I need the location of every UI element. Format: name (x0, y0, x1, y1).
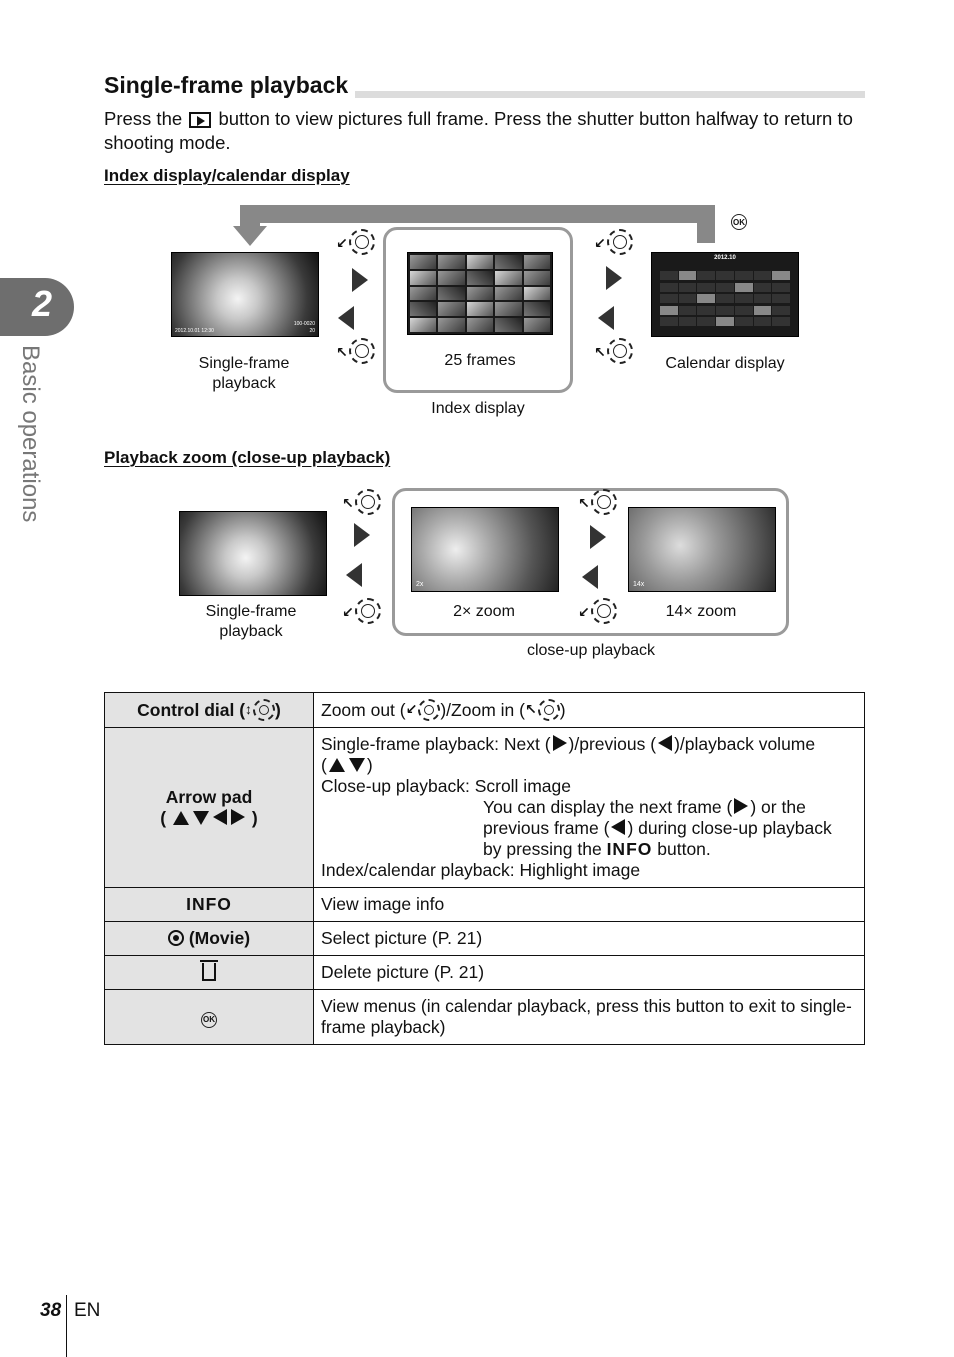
chapter-label: Basic operations (17, 345, 44, 523)
page-language: EN (74, 1300, 101, 1321)
right-arrow-icon (734, 798, 748, 814)
controls-table (104, 692, 865, 1045)
chapter-number: 2 (31, 283, 53, 324)
trash-icon (202, 963, 216, 981)
arrow-pad-key: Arrow pad ( ) (105, 728, 314, 888)
right-arrow-icon (553, 735, 567, 751)
frames-caption: 25 frames (444, 352, 516, 369)
left-arrow-icon (611, 819, 625, 835)
return-arrow-drop (697, 205, 715, 243)
dial-zoom-out-icon: ↙ (342, 598, 381, 624)
index-calendar-heading: Index display/calendar display (104, 166, 350, 185)
index-display-caption: Index display (431, 400, 525, 417)
arrow-left-icon (582, 565, 598, 589)
dial-icon (253, 699, 275, 721)
section-rule (355, 91, 865, 98)
up-arrow-icon (329, 758, 345, 772)
table-row (105, 990, 865, 1045)
dial-icon (538, 699, 560, 721)
dial-zoom-in-icon: ↖ (342, 489, 381, 515)
close-up-playback-caption: close-up playback (526, 642, 656, 659)
return-arrow-bar (250, 205, 715, 223)
control-dial-key: Control dial (↕ ) (105, 693, 314, 728)
intro-paragraph: Press the button to view pictures full frame. Press the shutter button halfway to return to shooting mode. (104, 108, 853, 153)
left-arrow-icon (658, 735, 672, 751)
dial-zoom-out-icon: ↙ (336, 229, 375, 255)
ok-button-icon: OK (731, 214, 747, 230)
footer-rule (66, 1295, 67, 1357)
calendar-screen (651, 252, 799, 337)
dial-icon (418, 699, 440, 721)
screen-date: 2012.10.01 12:30 (175, 328, 214, 334)
page-number: 38 (40, 1300, 62, 1321)
table-row (105, 922, 865, 956)
dial-zoom-in-icon: ↖ (336, 338, 375, 364)
dial-zoom-out-icon: ↙ (594, 229, 633, 255)
table-row (105, 888, 865, 922)
down-arrow-icon (349, 758, 365, 772)
arrow-left-icon (338, 306, 354, 330)
screen-file-number: 100-0020 (293, 321, 315, 327)
arrow-left-icon (346, 563, 362, 587)
control-dial-value: Zoom out (↙ )/Zoom in (↖ ) (314, 693, 865, 728)
info-key: INFO (105, 888, 314, 922)
down-arrow-icon (193, 811, 209, 825)
arrow-left-icon (598, 306, 614, 330)
delete-value: Delete picture (P. 21) (314, 956, 865, 990)
zoom-2x-badge: 2x (416, 581, 424, 588)
left-arrow-icon (213, 809, 227, 825)
right-arrow-icon (231, 809, 245, 825)
calendar-caption: Calendar display (665, 355, 785, 372)
single-frame-screen (171, 252, 319, 337)
ok-button-icon: OK (201, 1012, 217, 1028)
table-row (105, 956, 865, 990)
zoom-14x-screen (628, 507, 776, 592)
arrow-right-icon (352, 268, 368, 292)
up-arrow-icon (173, 811, 189, 825)
single-frame-screen-zoom (179, 511, 327, 596)
index-25-screen (407, 252, 553, 335)
playback-zoom-heading: Playback zoom (close-up playback) (104, 448, 391, 467)
arrow-right-icon (590, 525, 606, 549)
ok-key (105, 990, 314, 1045)
info-value: View image info (314, 888, 865, 922)
zoom-14x-caption: 14× zoom (665, 603, 737, 620)
section-title: Single-frame playback (104, 72, 349, 98)
movie-value: Select picture (P. 21) (314, 922, 865, 956)
single-frame-caption: Single-frame playback (198, 355, 290, 392)
table-row (105, 693, 865, 728)
movie-icon (168, 930, 184, 946)
zoom-14x-badge: 14x (633, 581, 645, 588)
table-row (105, 728, 865, 888)
calendar-month: 2012.10 (714, 255, 736, 261)
arrow-right-icon (354, 523, 370, 547)
zoom-2x-caption: 2× zoom (453, 603, 515, 620)
dial-zoom-out-icon: ↙ (578, 598, 617, 624)
return-arrow-head (233, 226, 267, 246)
playback-button-icon (189, 112, 211, 128)
movie-key: (Movie) (105, 922, 314, 956)
return-arrow-stem (240, 205, 260, 227)
ok-value: View menus (in calendar playback, press this button to exit to single-frame playback) (314, 990, 865, 1045)
delete-key (105, 956, 314, 990)
zoom-2x-screen (411, 507, 559, 592)
arrow-right-icon (606, 266, 622, 290)
dial-zoom-in-icon: ↖ (594, 338, 633, 364)
screen-counter: 20 (309, 328, 315, 334)
arrow-pad-value: Single-frame playback: Next ( )/previous ( )/playback volume ( ) Close-up playback: Scroll image You can display the next frame ( ) or the previous frame ( ) during close-up playback by pressing the INFO button. Index/calendar playback: Highlight image (314, 728, 865, 888)
dial-zoom-in-icon: ↖ (578, 489, 617, 515)
single-frame-caption-zoom: Single-frame playback (205, 603, 297, 640)
